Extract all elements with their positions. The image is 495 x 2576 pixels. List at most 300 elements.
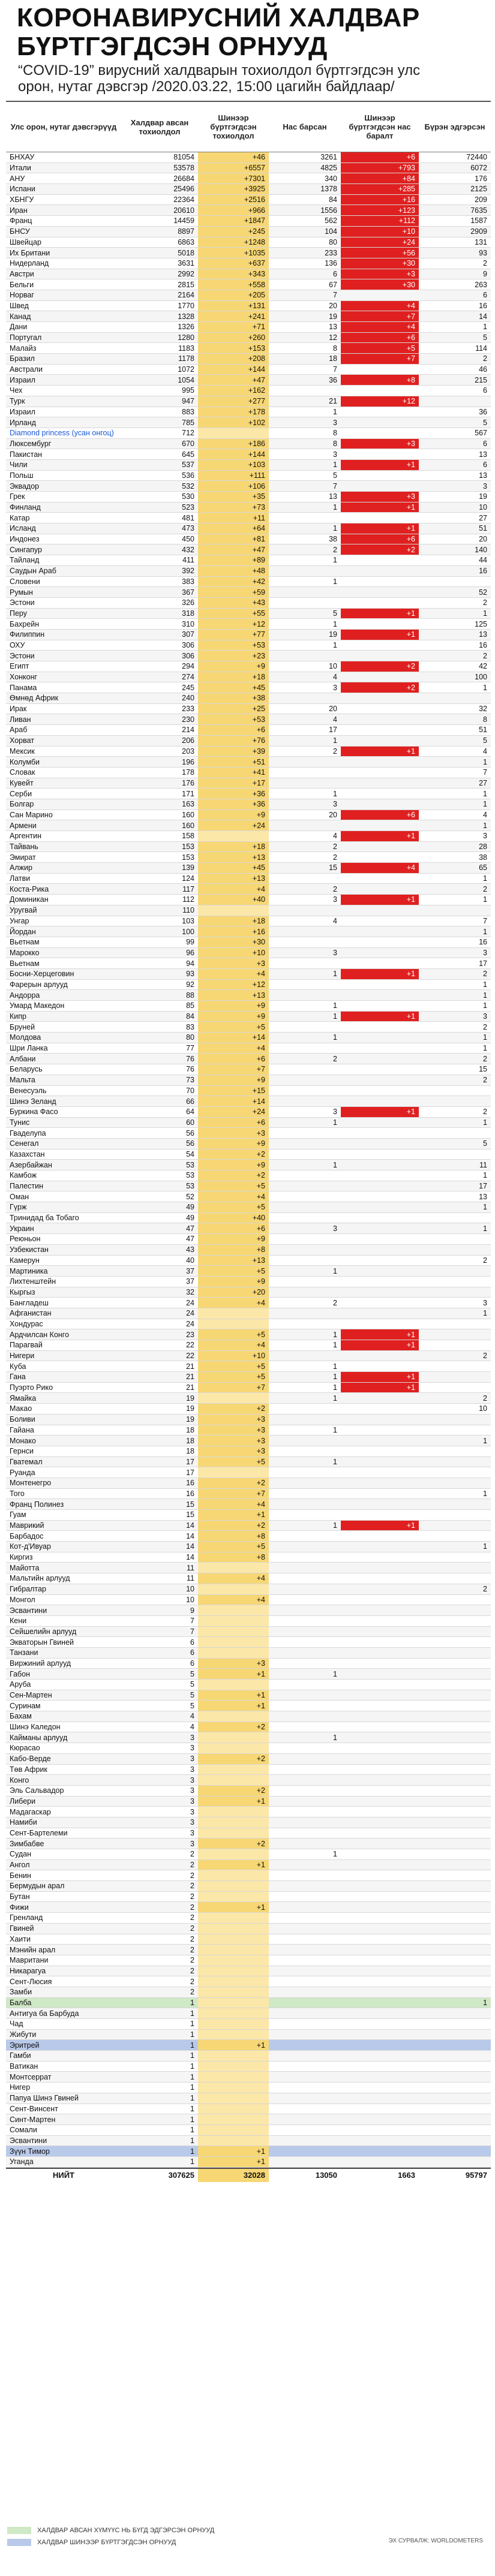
country-name: Тунис: [10, 1118, 30, 1127]
cases-cell: 530: [182, 492, 194, 501]
table-row: [6, 747, 491, 757]
table-row: [6, 1022, 491, 1033]
deaths-cell: [269, 905, 341, 916]
recovered-cell: 13: [479, 471, 487, 480]
country-cell: [6, 2093, 121, 2103]
new-cases-cell: +39: [198, 747, 269, 757]
recovered-cell: [419, 2040, 491, 2050]
new-cases-cell: +9: [198, 1234, 269, 1244]
country-cell: [6, 2146, 121, 2156]
table-row: [6, 1118, 491, 1128]
table-row: [6, 333, 491, 344]
new-deaths-cell: [341, 714, 419, 724]
deaths-cell: [269, 1966, 341, 1976]
table-row: [6, 173, 491, 184]
country-name: Румын: [10, 588, 33, 597]
deaths-cell: [269, 2093, 341, 2103]
table-row: [6, 682, 491, 693]
new-deaths-cell: +24: [341, 237, 419, 248]
table-row: [6, 1457, 491, 1468]
country-cell: [6, 1584, 121, 1594]
country-cell: [6, 2104, 121, 2114]
new-cases-cell: +20: [198, 1287, 269, 1298]
new-deaths-cell: +3: [341, 492, 419, 502]
new-cases-cell: [198, 1743, 269, 1753]
deaths-cell: [269, 926, 341, 937]
deaths-cell: 2: [333, 853, 337, 862]
country-cell: [6, 428, 121, 438]
table-row: [6, 1690, 491, 1701]
recovered-cell: 4: [483, 747, 487, 756]
cases-cell: 383: [182, 577, 194, 586]
new-cases-cell: +9: [198, 1139, 269, 1149]
new-cases-cell: +2: [198, 1521, 269, 1531]
new-deaths-cell: [341, 1245, 419, 1255]
table-row: [6, 1817, 491, 1828]
deaths-cell: [269, 1531, 341, 1541]
country-name: Латви: [10, 874, 31, 883]
country-name: Эль Сальвадор: [10, 1786, 64, 1795]
new-cases-cell: [198, 1828, 269, 1838]
new-cases-cell: +1: [198, 1669, 269, 1679]
table-row: [6, 948, 491, 959]
table-row: [6, 1107, 491, 1118]
cases-cell: 995: [182, 386, 194, 395]
deaths-cell: 4: [333, 673, 337, 682]
new-cases-cell: +24: [198, 1107, 269, 1117]
recovered-cell: [419, 1627, 491, 1637]
table-header: [6, 101, 491, 152]
country-name: Андорра: [10, 991, 40, 1000]
country-name: Чех: [10, 386, 23, 395]
country-name: Виржиний арлууд: [10, 1659, 71, 1668]
cases-cell: 1: [190, 2041, 194, 2050]
country-cell: [6, 375, 121, 385]
deaths-cell: [269, 1605, 341, 1615]
recovered-cell: [419, 1711, 491, 1722]
country-name: Унгар: [10, 916, 29, 925]
deaths-cell: [269, 1573, 341, 1584]
country-name: Мальта: [10, 1076, 35, 1085]
new-cases-cell: +5: [198, 1329, 269, 1340]
cases-cell: 26684: [173, 174, 194, 183]
country-name: Хаити: [10, 1934, 31, 1943]
deaths-cell: [269, 2125, 341, 2135]
table-row: [6, 980, 491, 991]
country-name: Эстони: [10, 598, 35, 607]
cases-cell: 25496: [173, 185, 194, 194]
deaths-cell: [269, 2136, 341, 2146]
new-deaths-cell: +6: [341, 534, 419, 544]
new-deaths-cell: [341, 757, 419, 767]
recovered-cell: [419, 1732, 491, 1743]
new-cases-cell: +3: [198, 958, 269, 968]
country-cell: [6, 1680, 121, 1690]
new-deaths-cell: [341, 1054, 419, 1064]
country-cell: [6, 1605, 121, 1615]
new-cases-cell: +3925: [198, 184, 269, 194]
cases-cell: 80: [186, 1033, 194, 1042]
recovered-cell: 1: [483, 323, 487, 332]
new-deaths-cell: [341, 926, 419, 937]
subtitle-line-2: орон, нутаг дэвсгэр /2020.03.22, 15:00 цагийн байдлаар/: [18, 79, 395, 95]
country-name: Эритрей: [10, 2041, 40, 2050]
new-deaths-cell: [341, 1924, 419, 1934]
table-row: [6, 609, 491, 619]
cases-cell: 214: [182, 726, 194, 735]
new-cases-cell: [198, 831, 269, 841]
deaths-cell: [269, 1945, 341, 1955]
country-cell: [6, 1351, 121, 1361]
country-cell: [6, 1436, 121, 1446]
recovered-cell: 51: [479, 524, 487, 533]
table-row: [6, 417, 491, 428]
country-cell: [6, 1181, 121, 1191]
recovered-cell: 263: [475, 280, 487, 289]
table-row: [6, 354, 491, 365]
country-cell: [6, 1308, 121, 1319]
table-row: [6, 969, 491, 980]
cases-cell: 3: [190, 1765, 194, 1774]
cases-cell: 947: [182, 397, 194, 406]
cases-cell: 18: [186, 1425, 194, 1434]
new-cases-cell: +8: [198, 1531, 269, 1541]
new-cases-cell: +24: [198, 820, 269, 830]
new-cases-cell: +131: [198, 301, 269, 311]
country-cell: [6, 1966, 121, 1976]
country-name: Афганистан: [10, 1309, 52, 1318]
deaths-cell: 67: [329, 280, 337, 289]
cases-cell: 139: [182, 863, 194, 872]
deaths-cell: [269, 980, 341, 990]
new-deaths-cell: [341, 1234, 419, 1244]
country-name: Эмират: [10, 853, 36, 862]
recovered-cell: 42: [479, 662, 487, 671]
deaths-cell: [269, 2146, 341, 2156]
cases-cell: 22364: [173, 195, 194, 204]
new-cases-cell: +4: [198, 1573, 269, 1584]
new-cases-cell: +3: [198, 1446, 269, 1456]
deaths-cell: [269, 1690, 341, 1701]
cases-cell: 4: [190, 1723, 194, 1732]
new-deaths-cell: [341, 1361, 419, 1371]
deaths-cell: 3: [333, 450, 337, 459]
deaths-cell: [269, 1499, 341, 1509]
cases-cell: 2: [190, 1871, 194, 1880]
table-row: [6, 2136, 491, 2147]
country-name: Нигери: [10, 1352, 35, 1361]
country-cell: [6, 216, 121, 226]
table-row: [6, 428, 491, 439]
cases-cell: 81054: [173, 153, 194, 162]
new-deaths-cell: [341, 1563, 419, 1573]
deaths-cell: 1: [333, 1012, 337, 1021]
cases-cell: 307: [182, 630, 194, 639]
deaths-cell: [269, 1892, 341, 1902]
recovered-cell: 1: [483, 874, 487, 883]
country-name: Австри: [10, 269, 34, 278]
table-row: [6, 205, 491, 216]
table-row: [6, 566, 491, 577]
deaths-cell: [269, 1552, 341, 1563]
recovered-cell: [419, 2114, 491, 2124]
cases-cell: 52: [186, 1192, 194, 1201]
recovered-cell: 16: [479, 301, 487, 310]
cases-cell: 56: [186, 1128, 194, 1137]
cases-cell: 153: [182, 842, 194, 851]
new-deaths-cell: +4: [341, 863, 419, 873]
new-cases-cell: +2: [198, 1149, 269, 1160]
new-cases-cell: [198, 1945, 269, 1955]
new-cases-cell: +40: [198, 895, 269, 905]
recovered-cell: [419, 1415, 491, 1425]
new-cases-cell: [198, 1870, 269, 1880]
new-cases-cell: [198, 1319, 269, 1329]
cases-cell: 2: [190, 1924, 194, 1933]
table-row: [6, 1287, 491, 1298]
table-row: [6, 311, 491, 322]
new-cases-cell: +13: [198, 874, 269, 884]
cases-cell: 3: [190, 1839, 194, 1848]
new-cases-cell: [198, 1637, 269, 1647]
new-cases-cell: [198, 1563, 269, 1573]
cases-cell: 2: [190, 1882, 194, 1891]
cases-cell: 5018: [178, 248, 194, 257]
table-row: [6, 863, 491, 874]
new-deaths-cell: [341, 1213, 419, 1223]
new-cases-cell: +9: [198, 1001, 269, 1011]
table-row: [6, 1489, 491, 1500]
deaths-cell: [269, 1595, 341, 1605]
deaths-cell: 18: [329, 354, 337, 363]
recovered-cell: 1: [483, 789, 487, 798]
table-row: [6, 1351, 491, 1362]
new-deaths-cell: [341, 1775, 419, 1785]
country-cell: [6, 725, 121, 735]
country-name: Сейшелийн арлууд: [10, 1627, 77, 1636]
country-cell: [6, 1191, 121, 1202]
country-name: Доминикан: [10, 895, 49, 904]
deaths-cell: [269, 1924, 341, 1934]
recovered-cell: 65: [479, 863, 487, 872]
cases-cell: 1: [190, 2020, 194, 2029]
country-name: Пакистан: [10, 450, 43, 459]
cases-cell: 536: [182, 471, 194, 480]
table-row: [6, 407, 491, 418]
recovered-cell: [419, 1870, 491, 1880]
country-cell: [6, 449, 121, 459]
new-cases-cell: +6557: [198, 163, 269, 173]
cases-cell: 24: [186, 1309, 194, 1318]
cases-cell: 21: [186, 1362, 194, 1371]
country-cell: [6, 682, 121, 693]
new-cases-cell: [198, 2083, 269, 2093]
new-deaths-cell: [341, 2030, 419, 2040]
country-name: Филиппин: [10, 630, 45, 639]
new-cases-cell: +4: [198, 1191, 269, 1202]
cases-cell: 2: [190, 1892, 194, 1901]
cases-table: [6, 101, 491, 2182]
cases-cell: 785: [182, 418, 194, 427]
country-cell: [6, 1807, 121, 1817]
new-deaths-cell: [341, 428, 419, 438]
new-cases-cell: +1: [198, 1796, 269, 1807]
new-cases-cell: +76: [198, 736, 269, 746]
new-cases-cell: +3: [198, 1128, 269, 1138]
deaths-cell: [269, 1245, 341, 1255]
country-name: Буркина Фасо: [10, 1108, 58, 1117]
country-cell: [6, 1531, 121, 1541]
cases-cell: 230: [182, 715, 194, 724]
new-deaths-cell: [341, 1786, 419, 1796]
country-cell: [6, 1595, 121, 1605]
table-row: [6, 736, 491, 747]
country-cell: [6, 290, 121, 300]
new-deaths-cell: [341, 1478, 419, 1488]
country-name: Финланд: [10, 503, 41, 512]
new-deaths-cell: +1: [341, 630, 419, 640]
deaths-cell: 1: [333, 1425, 337, 1434]
deaths-cell: [269, 2104, 341, 2114]
deaths-cell: 1: [333, 1850, 337, 1859]
deaths-cell: [269, 1987, 341, 1997]
recovered-cell: [419, 1775, 491, 1785]
recovered-cell: 2: [483, 1585, 487, 1594]
cases-cell: 310: [182, 619, 194, 628]
country-name: Молдова: [10, 1033, 41, 1042]
new-cases-cell: [198, 2019, 269, 2029]
new-cases-cell: +1248: [198, 237, 269, 248]
country-cell: [6, 884, 121, 894]
new-cases-cell: +15: [198, 1086, 269, 1096]
title-line-1: КОРОНАВИРУСНИЙ ХАЛДВАР: [17, 3, 420, 32]
table-row: [6, 1659, 491, 1669]
new-cases-cell: +186: [198, 439, 269, 449]
country-cell: [6, 163, 121, 173]
cases-cell: 163: [182, 800, 194, 809]
country-cell: [6, 778, 121, 789]
new-deaths-cell: +7: [341, 354, 419, 364]
country-name: Йордан: [10, 927, 36, 936]
deaths-cell: [269, 587, 341, 597]
cases-cell: 670: [182, 439, 194, 448]
cases-cell: 450: [182, 535, 194, 544]
cases-cell: 21: [186, 1373, 194, 1382]
new-deaths-cell: [341, 2083, 419, 2093]
new-cases-cell: +558: [198, 279, 269, 290]
table-row: [6, 365, 491, 375]
table-row: [6, 768, 491, 778]
country-cell: [6, 874, 121, 884]
new-deaths-cell: +3: [341, 269, 419, 279]
new-cases-cell: [198, 2062, 269, 2072]
cases-cell: 73: [186, 1076, 194, 1085]
country-cell: [6, 1521, 121, 1531]
new-deaths-cell: [341, 587, 419, 597]
new-deaths-cell: +1: [341, 747, 419, 757]
country-name: Умард Македон: [10, 1001, 65, 1010]
country-cell: [6, 1170, 121, 1181]
country-cell: [6, 980, 121, 990]
deaths-cell: 1: [333, 1394, 337, 1403]
new-cases-cell: +162: [198, 386, 269, 396]
country-cell: [6, 736, 121, 746]
deaths-cell: [269, 1181, 341, 1191]
new-deaths-cell: [341, 651, 419, 661]
country-name: Беларусь: [10, 1065, 43, 1074]
table-row: [6, 820, 491, 831]
cases-cell: 2815: [178, 280, 194, 289]
deaths-cell: 6: [333, 269, 337, 278]
recovered-cell: [419, 1659, 491, 1669]
cases-cell: 83: [186, 1022, 194, 1031]
recovered-cell: 2: [483, 1054, 487, 1063]
table-row: [6, 396, 491, 407]
table-row: [6, 1531, 491, 1542]
new-deaths-cell: +2: [341, 661, 419, 672]
country-name: Коста-Рика: [10, 884, 49, 893]
country-cell: [6, 704, 121, 714]
cases-cell: 22: [186, 1352, 194, 1361]
table-row: [6, 1308, 491, 1319]
recovered-cell: [419, 1266, 491, 1276]
new-cases-cell: +208: [198, 354, 269, 364]
table-row: [6, 1934, 491, 1945]
new-deaths-cell: +12: [341, 396, 419, 407]
cases-cell: 473: [182, 524, 194, 533]
table-row: [6, 152, 491, 163]
cases-cell: 432: [182, 545, 194, 554]
cases-cell: 5: [190, 1701, 194, 1710]
country-cell: [6, 365, 121, 375]
table-row: [6, 1563, 491, 1573]
new-deaths-cell: [341, 1754, 419, 1764]
recovered-cell: 17: [479, 959, 487, 968]
new-cases-cell: +47: [198, 375, 269, 385]
country-cell: [6, 237, 121, 248]
recovered-cell: 2: [483, 1022, 487, 1031]
deaths-cell: 1: [333, 1457, 337, 1466]
new-cases-cell: [198, 2114, 269, 2124]
recovered-cell: 11: [479, 1160, 487, 1169]
new-cases-cell: [198, 1987, 269, 1997]
new-cases-cell: +9: [198, 1075, 269, 1085]
table-row: [6, 1552, 491, 1563]
deaths-cell: [269, 2114, 341, 2124]
deaths-cell: 1: [333, 1383, 337, 1392]
cases-cell: 171: [182, 789, 194, 798]
col-header-new-cases: Шинээр бүртгэгдсэн тохиолдол: [210, 113, 257, 140]
cases-cell: 84: [186, 1012, 194, 1021]
deaths-cell: 84: [329, 195, 337, 204]
table-body: [6, 152, 491, 2168]
country-cell: [6, 1393, 121, 1403]
country-name: Гамби: [10, 2051, 31, 2060]
new-cases-cell: [198, 1881, 269, 1891]
new-cases-cell: +3: [198, 1425, 269, 1436]
new-deaths-cell: [341, 2157, 419, 2167]
recovered-cell: [419, 2062, 491, 2072]
country-name: Мадагаскар: [10, 1807, 51, 1816]
deaths-cell: 1: [333, 1521, 337, 1530]
recovered-cell: 1: [483, 1171, 487, 1180]
country-cell: [6, 810, 121, 820]
cases-cell: 5: [190, 1691, 194, 1700]
country-cell: [6, 1245, 121, 1255]
new-deaths-cell: [341, 1690, 419, 1701]
cases-cell: 54: [186, 1149, 194, 1158]
new-deaths-cell: [341, 1870, 419, 1880]
